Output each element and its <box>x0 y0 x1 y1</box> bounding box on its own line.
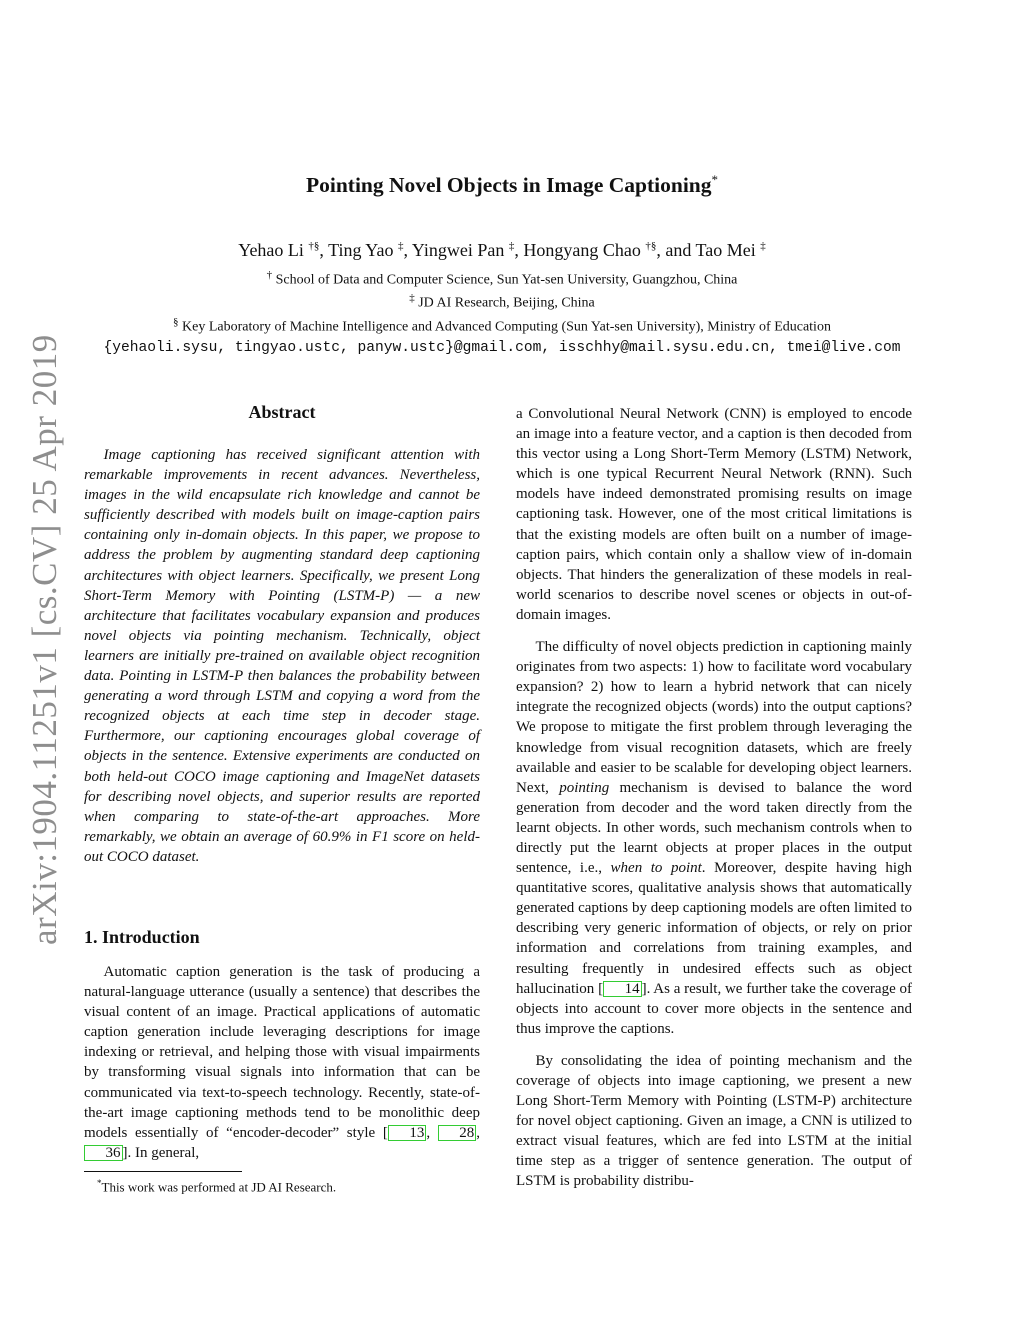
affiliation <box>0 269 1004 289</box>
author-separator: , <box>514 240 524 260</box>
body-paragraph: By consolidating the idea of pointing mechanism and the coverage of objects into image captioning, we present a new Long Short-Term Memory with Pointing (LSTM-P) architecture for novel object captioning. Given an image, a CNN is utilized to extract visual features, which are fed into LSTM at the initial time step as a trigger of sentence generation. The output of LSTM is probability distribu- <box>516 1052 912 1190</box>
introduction-paragraph: Automatic caption generation is the task of producing a natural-language utterance (usually a sentence) that describes the visual content of an image. Practical applications of automatic caption generation include leveraging descriptions for image indexing or retrieval, and helping those with visual impairments by transforming visual signals into information that can be communicated via text-to-speech technology. Recently, state-of-the-art image captioning methods tend to be monolithic deep models essentially of “encoder-decoder” style [ 13 , 28 , 36 ]. In general, <box>84 964 481 1161</box>
footnote-text: This work was performed at JD AI Research. <box>101 1179 337 1195</box>
author: Ting Yao <box>328 240 394 260</box>
paragraph-text: The difficulty of novel objects prediction in captioning mainly originates from two aspects: 1) how to facilitate word vocabulary expansion? 2) how to learn a hybrid network that can nicely integrate the recognized objects (words) into the output captions? We propose to mitigate the first problem through leveraging the knowledge from visual recognition datasets, which are freely available and easier to be scalable for developing object learners. Next, <box>516 639 912 796</box>
footnote-rule <box>84 1171 242 1172</box>
citation-link[interactable]: 36 <box>84 1145 123 1161</box>
footnote <box>97 1178 336 1195</box>
right-column <box>516 404 912 1204</box>
paragraph-text: . As a result, we further take the coverage of objects into account to cover more objects in the sentence and thus improve the captions. <box>516 980 912 1037</box>
author-mark: ‡ <box>398 240 404 252</box>
title-text: Pointing Novel Objects in Image Captioning <box>305 173 712 198</box>
citation-link[interactable]: 28 <box>438 1125 477 1141</box>
paper-title <box>0 172 1024 198</box>
author-list <box>0 240 1004 261</box>
author-emails: {yehaoli.sysu, tingyao.ustc, panyw.ustc}@gmail.com, isschhy@mail.sysu.edu.cn, tmei@live.com <box>103 340 901 356</box>
affiliation <box>0 316 1004 336</box>
body-paragraph: a Convolutional Neural Network (CNN) is employed to encode an image into a feature vector, and a caption is then decoded from this vector using a Long Short-Term Memory (LSTM) Network, which is one typical Recurrent Neural Network (RNN). Such models have indeed demonstrated promising results on image captioning task. However, one of the most critical limitations is that the existing models are often built on a number of image-caption pairs, which contain only a shallow view of in-domain objects. That hinders the generalization of these models in real-world scenarios to describe novel scenes or objects in out-of-domain images. <box>516 406 912 623</box>
arxiv-stamp: arXiv:1904.11251v1 [cs.CV] 25 Apr 2019 <box>25 334 64 945</box>
affiliation-mark: † <box>266 269 273 281</box>
abstract-text: Image captioning has received significant attention with remarkable improvements in recent advances. Nevertheless, images in the wild encapsulate rich knowledge and cannot be sufficiently described with models built on image-caption pairs containing only in-domain objects. In this paper, we propose to address the problem by augmenting standard deep captioning architectures with object learners. Specifically, we present Long Short-Term Memory with Pointing (LSTM-P) — a new architecture that facilitates vocabulary expansion and produces novel objects via pointing mechanism. Technically, object learners are initially pre-trained on available object recognition data. Pointing in LSTM-P then balances the probability between generating a word through LSTM and copying a word from the recognized objects at each time step in decoder stage. Furthermore, our captioning encourages global coverage of objects in the sentence. Extensive experiments are conducted on both held-out COCO image captioning and ImageNet datasets for describing novel objects, and superior results are reported when comparing to state-of-the-art approaches. More remarkably, we obtain an average of 60.9% in F1 score on held-out COCO dataset. <box>84 447 480 865</box>
citation-link[interactable]: 13 <box>388 1125 427 1141</box>
affiliation-text: JD AI Research, Beijing, China <box>418 295 595 311</box>
introduction-text: Automatic caption generation is the task of producing a natural-language utterance (usually a sentence) that describes the visual content of an image. Practical applications of automatic caption generation include leveraging descriptions for image indexing or retrieval, and helping those with visual impairments by transforming visual signals into information that can be communicated via text-to-speech technology. Recently, state-of-the-art image captioning methods tend to be monolithic deep models essentially of “encoder-decoder” style <box>84 964 480 1141</box>
author: Hongyang Chao <box>523 240 641 260</box>
emphasis-text: when to point <box>610 860 702 877</box>
author: Tao Mei <box>695 240 756 260</box>
citation-link[interactable]: 14 <box>603 981 642 997</box>
affiliation-mark: § <box>173 316 179 328</box>
author: Yehao Li <box>238 240 304 260</box>
author-separator: , and <box>656 240 696 260</box>
left-column <box>84 402 481 1161</box>
paragraph-text: . Moreover, despite having high quantitative scores, qualitative analysis shows that automatically generated captions by deep captioning models are often limited to describing very generic information of objects, or rely on prior information and correlations from training examples, and resulting frequently in undesired effects such as object hallucination <box>516 860 912 997</box>
affiliation <box>0 292 1004 312</box>
body-paragraph: The difficulty of novel objects prediction in captioning mainly originates from two aspects: 1) how to facilitate word vocabulary expansion? 2) how to learn a hybrid network that can nicely integrate the recognized objects (words) into the output captions? We propose to mitigate the first problem through leveraging the knowledge from visual recognition datasets, which are freely available and easier to be scalable for developing object learners. Next, pointing mechanism is devised to balance the word generation from decoder and the word taken directly from the learnt objects. In other words, such mechanism controls when to directly put the learnt objects at proper places in the output sentence, i.e., when to point. Moreover, despite having high quantitative scores, qualitative analysis shows that automatically generated captions by deep captioning models are often limited to describing very generic information of objects, or rely on prior information and correlations from training examples, and resulting frequently in undesired effects such as object hallucination [ 14 ]. As a result, we further take the coverage of objects into account to cover more objects in the sentence and thus improve the captions. <box>516 639 912 1037</box>
author-mark: †§ <box>308 240 320 252</box>
author-mark: ‡ <box>760 240 766 252</box>
abstract-heading: Abstract <box>248 402 316 422</box>
affiliation-text: Key Laboratory of Machine Intelligence and Advanced Computing (Sun Yat-sen University), Ministry of Education <box>182 319 831 335</box>
affiliation-mark: ‡ <box>409 292 415 304</box>
author-separator: , <box>403 240 412 260</box>
section-heading-introduction: 1. Introduction <box>84 927 200 947</box>
title-footnote-mark: * <box>711 172 719 187</box>
author: Yingwei Pan <box>411 240 505 260</box>
author-mark: ‡ <box>508 240 515 252</box>
author-mark: †§ <box>645 240 657 252</box>
author-separator: , <box>319 240 329 260</box>
paragraph-text: mechanism is devised to balance the word generation from decoder and the word taken directly from the learnt objects. In other words, such mechanism controls when to directly put the learnt objects at proper places in the output sentence, i.e., <box>516 779 912 877</box>
affiliation-text: School of Data and Computer Science, Sun Yat-sen University, Guangzhou, China <box>275 272 738 288</box>
footnote-mark: * <box>97 1178 102 1188</box>
introduction-tail: . In general, <box>127 1144 200 1161</box>
emphasis-text: pointing <box>559 779 610 796</box>
